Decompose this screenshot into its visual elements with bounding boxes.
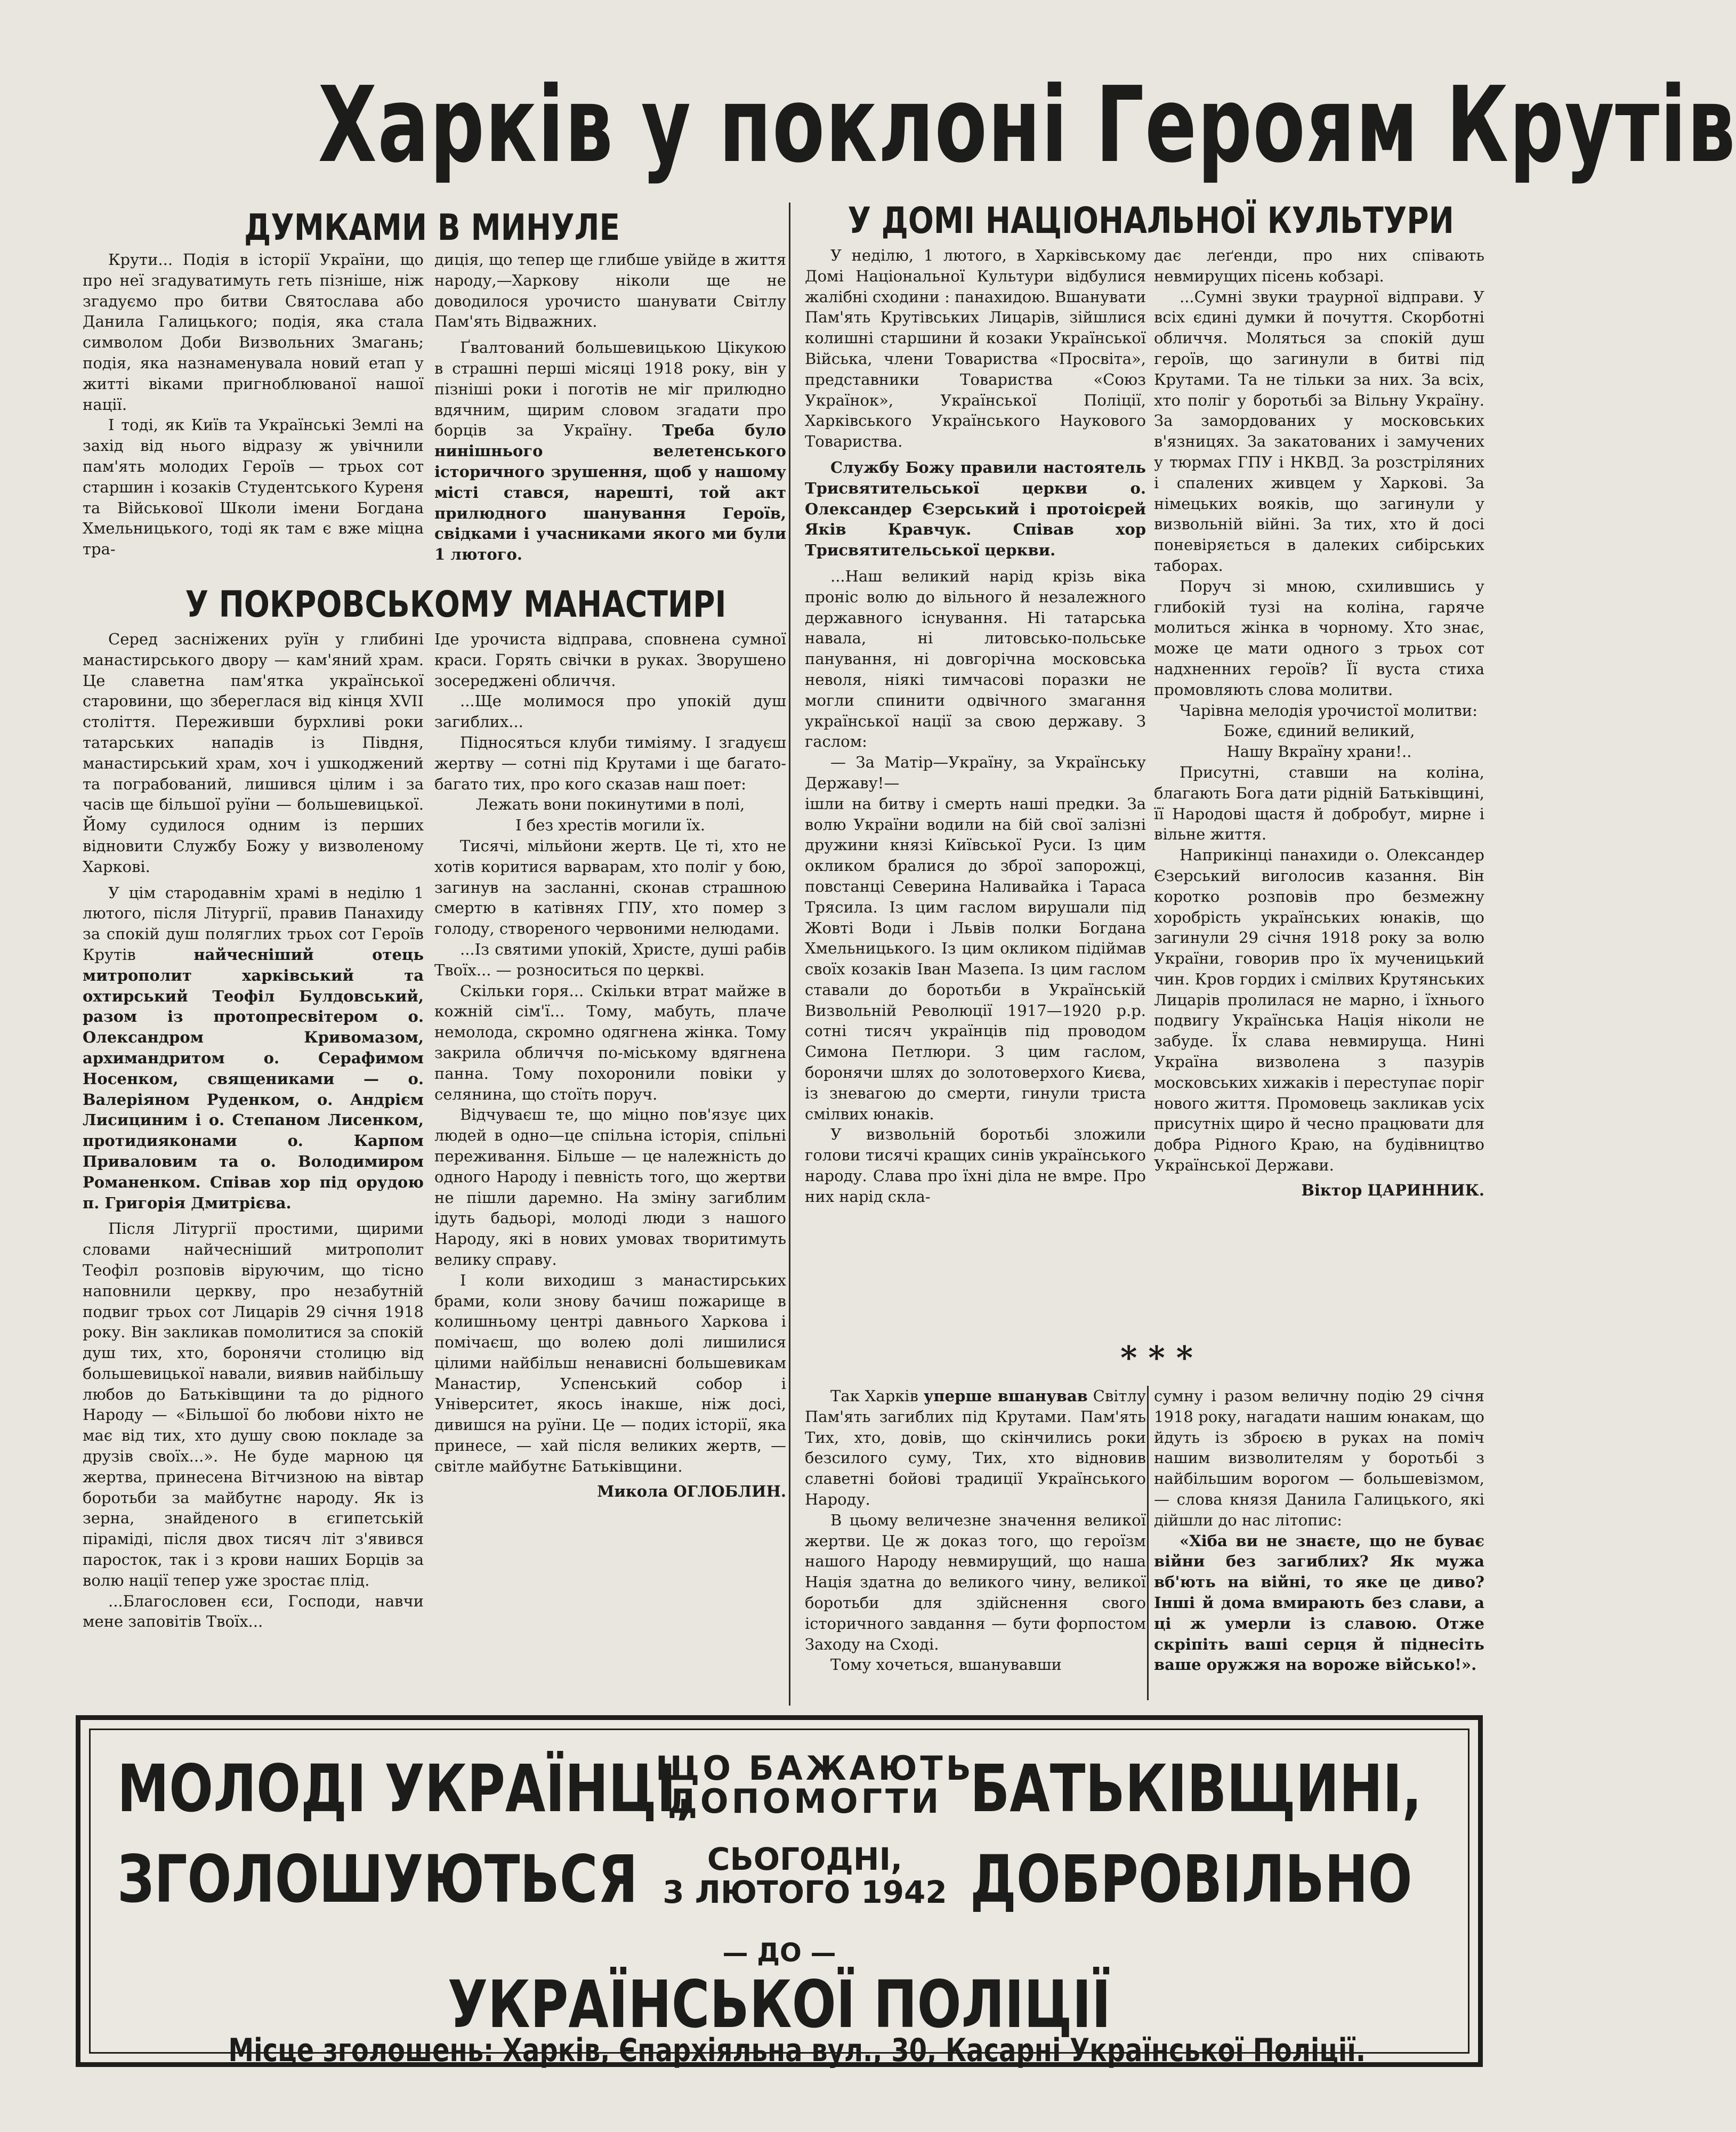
paragraph: Після Літургії простими, щирими словами найчесніший митрополит Теофіл розповів віруючим, що тісно наповнили церкву, про незабутній подвиг трьох сот Лицарів 29 січня 1918 року. Він закликав помолитися за спокій душ тих, хто, боронячи столицю від большевицької навали, виявив найбільшу любов до Батьківщини та до рідного Народу — «Більшої бо любови ніхто не має від тих, хто душу свою покладе за друзів своїх...». Не буде марною ця жертва, принесена Вітчизною на вівтар боротьби за майбутнє народу. Як із зерна, знайденого в єгипетській піраміді, після двох тисяч літ з'явився паросток, так і з крови наших Борців за волю нації тепер уже зростає плід. — [83, 1220, 424, 1589]
paragraph — [805, 1386, 1146, 1510]
paragraph: сумну і разом величну подію 29 січня 1918 року, нагадати нашим юнакам, що йдуть із зброєю в руках на поміч нашим визволителям у боротьбі з найбільшим ворогом — большевізмом, — слова князя Данила Галицького, які дійшли до нас літопис: — [1154, 1387, 1484, 1529]
paragraph: І тоді, як Київ та Українські Землі на захід від нього відразу ж увічнили пам'ять молодих Героїв — трьох сот старшин і козаків Студентського Куреня та Військової Школи імени Богдана Хмельницького, тоді як там є вже міцна тра- — [83, 416, 424, 559]
column-divider — [789, 203, 790, 1706]
main-headline: Харків у поклоні Героям Крутів — [318, 64, 1736, 186]
article3-column1 — [83, 629, 424, 1695]
ad-wishing: ЩО БАЖАЮТЬ — [656, 1749, 974, 1788]
ad-to-help: ДОПОМОГТИ — [667, 1782, 942, 1821]
paragraph: У неділю, 1 лютого, в Харківському Домі Національної Культури відбулися жалібні сходини : панахидою. Вшанувати Пам'ять Крутівських Лицарів, зійшлися колишні старшини й козаки Української Війська, члени Товариства «Просвіта», представники Товариства «Союз Українок», Української Поліції, Харківського Українського Наукового Товариства. — [805, 246, 1146, 451]
ad-ukrainian-police: УКРАЇНСЬКОЇ ПОЛІЦІЇ — [447, 1967, 1111, 2042]
paragraph — [1154, 1531, 1484, 1676]
paragraph: Іде урочиста відправа, сповнена сумної краси. Горять свічки в руках. Зворушено зосереджені обличчя. — [434, 630, 786, 690]
poem-line: І без хрестів могили їх. — [515, 816, 705, 835]
police-recruitment-ad — [76, 1715, 1483, 2067]
paragraph: Серед засніжених руїн у глибині манастирського двору — кам'яний храм. Це славетна пам'ятка української старовини, що збереглася від кінця XVII століття. Переживши бурхливі роки татарських нападів із Півдня, манастирський храм, хоч і ушкоджений та пограбований, лишився цілим і за часів ще більшої руїни — большевицької. Йому судилося одним із перших відновити Службу Божу у визволеному Харкові. — [83, 630, 424, 876]
paragraph: — За Матір—Україну, за Українську Державу!— — [805, 753, 1146, 792]
paragraph: дає леґенди, про них співають невмирущих пісень кобзарі. — [1154, 246, 1484, 285]
article2-title: У ДОМІ НАЦІОНАЛЬНОЇ КУЛЬТУРИ — [847, 200, 1454, 242]
paragraph-bold-text: Треба було нинішнього велетенського історичного зрушення, щоб у нашому місті стався, нарешті, той акт прилюдного шанування Героїв, свідками і учасниками якого ми були 1 лютого. — [434, 421, 786, 564]
closing-column1 — [805, 1386, 1146, 1700]
section-stars: * * * — [1120, 1339, 1193, 1377]
ad-to: — ДО — — [722, 1938, 836, 1968]
quote-bold-text: «Хіба ви не знаєте, що не буває війни без загиблих? Як мужа вб'ють на війні, то яке це диво? Інші й дома вмирають без слави, а ці ж умерли із славою. Отже скріпіть ваші серця й піднесіть ваше оружжя на вороже військо!». — [1154, 1531, 1484, 1674]
ad-registration-place: Місце зголошень: Харків, Єпархіяльна вул., 30, Касарні Української Поліції. — [228, 2032, 1366, 2069]
paragraph — [805, 457, 1146, 561]
paragraph: ...Наш великий нарід крізь віка проніс волю до вільного й незалежного державного існування. Ні татарська навала, ні литовсько-польське панування, ні довгорічна московська неволя, ніякі тимчасові поразки не могли спинити одвічного змагання української нації за свою державу. З гаслом: — [805, 567, 1146, 751]
ad-young-ukrainians: МОЛОДІ УКРАЇНЦІ, — [117, 1751, 696, 1827]
paragraph: І коли виходиш з манастирських брами, коли знову бачиш пожарище в колишньому центрі давнього Харкова і помічаєш, що волею долі лишилися цілими найбільш ненависні большевикам Манастир, Успенський собор і Університет, якось інакше, ніж досі, дивишся на руїни. Це — подих історії, яка принесе, — хай після великих жертв, — світле майбутнє Батьківщини. — [434, 1271, 786, 1475]
paragraph: ...Благословен єси, Господи, навчи мене заповітів Твоїх... — [83, 1592, 424, 1631]
paragraph: Скільки горя... Скільки втрат майже в кожній сім'ї... Тому, мабуть, плаче немолода, скромно одягнена жінка. Тому закрила обличчя по-міському вдягнена панна. Тому похоронили повіки у селянина, що стоїть поруч. — [434, 981, 786, 1103]
paragraph: Поруч зі мною, схилившись у глибокій тузі на коліна, гаряче молиться жінка в чорному. Хто знає, може це мати одного з трьох сот надхненних героїв? Її вуста стиха промовляють слова молитви. — [1154, 577, 1484, 699]
paragraph: Тисячі, мільйони жертв. Це ті, хто не хотів коритися варварам, хто поліг у бою, загинув на засланні, сконав страшною смертю в катівнях ГПУ, хто помер з голоду, створеного червоними нелюдами. — [434, 836, 786, 938]
paragraph-text: У цім стародавнім храмі в неділю 1 лютого, після Літургії, правив Панахиду за спокій душ поляглих трьох сот Героїв Крутів — [83, 883, 424, 964]
article3-title: У ПОКРОВСЬКОМУ МАНАСТИРІ — [185, 584, 726, 626]
paragraph: ...Ще молимося про упокій душ загиблих... — [434, 692, 786, 731]
paragraph: Крути... Подія в історії України, що про неї згадуватимуть геть пізніше, ніж згадуємо про битви Святослава або Данила Галицького; подія, яка стала символом Доби Визвольних Змагань; подія, яка назнаменувала новий етап у житті віками пригноблюваної нашої нації. — [83, 251, 424, 414]
ad-today: СЬОГОДНІ, — [707, 1841, 903, 1877]
paragraph-bold-text: найчесніший отець митрополит харківський та охтирський Теофіл Булдовський, разом із протопресвітером о. Олександром Кривомазом, архимандритом о. Серафимом Носенком, священиками — о. Валеріяном Руденком, о. Андрієм Лисициним і о. Степаном Лисенком, протидияконами о. Карпом Приваловим та о. Володимиром Романенком. Співав хор під орудою п. Григорія Дмитрієва. — [83, 945, 424, 1212]
ad-voluntarily: ДОБРОВІЛЬНО — [970, 1842, 1412, 1917]
article3-column2 — [434, 629, 786, 1695]
article1-title: ДУМКАМИ В МИНУЛЕ — [244, 207, 620, 249]
paragraph: У визвольній боротьбі зложили голови тисячі кращих синів українського народу. Слава про їхні діла не вмре. Про них нарід скла- — [805, 1125, 1146, 1206]
paragraph — [83, 883, 424, 1214]
paragraph: Відчуваєш те, що міцно пов'язує цих людей в одно—це спільна історія, спільні переживання. Більше — це належність до одного Народу і певність того, що жертви не пішли даремно. На зміну загиблим ідуть бадьорі, молоді люди з нашого Народу, які в нових умовах творитимуть велику справу. — [434, 1105, 786, 1269]
article2-signature: Віктор ЦАРИННИК. — [1301, 1181, 1484, 1199]
paragraph: ...Із святими упокій, Христе, душі рабів Твоїх... — розноситься по церкві. — [434, 940, 786, 979]
paragraph: Присутні, ставши на коліна, благають Бога дати рідній Батьківщині, її Народові щастя й добробут, мирне і вільне життя. — [1154, 763, 1484, 844]
closing-column2 — [1154, 1386, 1484, 1700]
paragraph-text: Так Харків — [830, 1387, 918, 1405]
paragraph: Наприкінці панахиди о. Олександер Єзерський виголосив казання. Він коротко розповів про безмежну хоробрість українських юнаків, що загинули 29 січня 1918 року за волю України, говорив про їх мученицький чин. Кров гордих і смілвих Крутянських Лицарів пролилася не марно, і їхнього подвигу Українська Нація ніколи не забуде. Їх слава невмируща. Нині Україна визволена з пазурів московських хижаків і переступає поріг нового життя. Промовець закликав усіх присутніх щиро й чесно працювати для добра Рідного Краю, на будівництво Української Держави. — [1154, 846, 1484, 1175]
anthem-line: Боже, єдиний великий, — [1223, 722, 1415, 740]
ad-fatherland: БАТЬКІВЩИНІ, — [970, 1751, 1422, 1827]
paragraph: ішли на битву і смерть наші предки. За волю України водили на бій свої залізні дружини князі Київської Руси. Із цим окликом бралися до зброї запорожці, повстанці Северина Наливайка і Тараса Трясила. Із цим гаслом вирушали під Жовті Води і Львів полки Богдана Хмельницького. Із цим окликом підіймав своїх козаків Іван Мазепа. Із цим гаслом ставали до боротьби в Українській Визвольній Революції 1917—1920 р.р. сотні тисяч українців під проводом Симона Петлюри. З цим гаслом, боронячи шлях до золотоверхого Києва, із зневагою до смерти, гинули триста смілвих юнаків. — [805, 794, 1146, 1123]
article2-column1 — [805, 245, 1146, 1354]
paragraph: В цьому величезне значення великої жертви. Це ж доказ того, що героїзм нашого Народу невмирущий, що наша Нація здатна до великого чину, великої боротьби для здійснення свого історичного завдання — бути форпостом Заходу на Сході. — [805, 1511, 1146, 1653]
paragraph — [434, 337, 786, 565]
paragraph: Підносяться клуби тиміяму. І згадуєш жертву — сотні під Крутами і ще багато-багато тих, про кого сказав наш поет: — [434, 733, 786, 793]
article2-column2 — [1154, 245, 1484, 1354]
ad-report: ЗГОЛОШУЮТЬСЯ — [117, 1842, 638, 1917]
anthem-line: Нашу Вкраїну храни!.. — [1226, 742, 1412, 761]
paragraph: Чарівна мелодія урочистої молитви: — [1180, 701, 1478, 720]
paragraph-bold-text: Службу Божу правили настоятель Трисвятительської церкви о. Олександер Єзерський і протоієрей Яків Кравчук. Співав хор Трисвятительської церкви. — [805, 458, 1146, 560]
poem-line: Лежать вони покинутими в полі, — [475, 795, 745, 814]
ad-date: 3 ЛЮТОГО 1942 — [663, 1874, 947, 1910]
paragraph-bold-text: уперше вшанував — [923, 1387, 1088, 1405]
article1-column2 — [434, 249, 786, 580]
article3-signature: Микола ОГЛОБЛИН. — [597, 1482, 786, 1500]
paragraph: ...Сумні звуки траурної відправи. У всіх єдині думки й почуття. Скорботні обличчя. Моляться за спокій душ героїв, що загинули в битві під Крутами. Та не тільки за них. За всіх, хто поліг у боротьбі за Вільну Україну. За замордованих у московських в'язницях. За закатованих і замучених у тюрмах ГПУ і НКВД. За розстріляних і спалених живцем у Харкові. За німецьких вояків, що загинули у визвольній війні. За тих, хто й досі поневіряється в далеких сибірських таборах. — [1154, 287, 1484, 575]
paragraph: диція, що тепер ще глибше увійде в життя народу,—Харкову ніколи ще не доводилося урочисто шанувати Світлу Пам'ять Відважних. — [434, 251, 786, 331]
article1-column1 — [83, 249, 424, 580]
column-divider — [1147, 1386, 1149, 1700]
paragraph-text: Ґвалтований большевицькою Цікукою в страшні перші місяці 1918 року, він у пізніші роки і поготів не міг прилюдно вдячним, щирим словом згадати про борців за Україну. — [434, 338, 786, 440]
paragraph-text: Світлу Пам'ять загиблих під Крутами. Пам'ять Тих, хто, довів, що скінчились роки безсилого суму, Тих, хто відновив славетні бойові традиції Українського Народу. — [805, 1387, 1146, 1508]
paragraph: Тому хочеться, вшанувавши — [830, 1655, 1062, 1674]
ad-inner-border — [89, 1729, 1469, 2069]
